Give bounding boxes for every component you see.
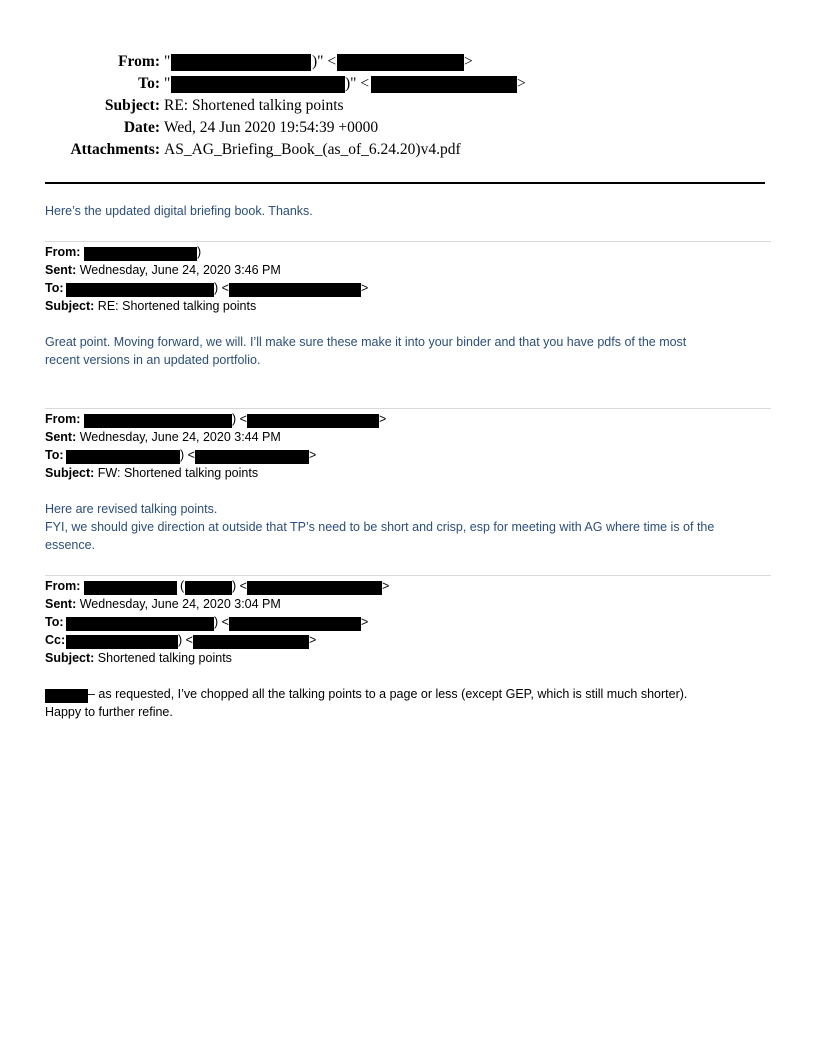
to-name-close: )" < [345, 75, 370, 92]
msg3-subject-value: FW: Shortened talking points [97, 466, 259, 480]
msg2-body-line-2: recent versions in an updated portfolio. [45, 353, 261, 367]
date-label: Date: [123, 119, 160, 136]
redacted-recipient-email [371, 76, 517, 93]
subject-label: Subject: [104, 97, 160, 114]
msg3-from-close: > [379, 412, 387, 426]
msg2-body-line-1: Great point. Moving forward, we will. I’ll make sure these make it into your binder and that you have pdfs of the most [45, 335, 687, 349]
msg3-sent-label: Sent: [45, 430, 77, 444]
msg4-subject-value: Shortened talking points [97, 651, 232, 665]
redacted-msg2-to-name [66, 283, 214, 297]
redacted-msg3-to-name [66, 450, 180, 464]
msg4-from-sep: ) < [232, 579, 247, 593]
msg2-sent-row [45, 263, 281, 277]
msg2-to-sep: ) < [214, 281, 229, 295]
thread-divider [45, 575, 771, 576]
thread-divider [45, 241, 771, 242]
redacted-msg4-from-email [247, 581, 382, 595]
reply-body-line: Here’s the updated digital briefing book. Thanks. [45, 204, 313, 218]
msg3-sent-row [45, 430, 281, 444]
from-name-close: )" < [312, 53, 337, 70]
msg4-sent-row [45, 597, 281, 611]
msg3-body-line-3: essence. [45, 538, 96, 552]
msg4-cc-label: Cc: [45, 633, 66, 647]
msg2-from-label: From: [45, 245, 81, 259]
attachment-link[interactable]: AS_AG_Briefing_Book_(as_of_6.24.20)v4.pdf [164, 141, 461, 158]
date-value: Wed, 24 Jun 2020 19:54:39 +0000 [164, 119, 379, 136]
redacted-msg3-from-email [247, 414, 379, 428]
msg4-to-close: > [361, 615, 369, 629]
to-label: To: [138, 75, 160, 92]
msg3-subject-label: Subject: [45, 466, 95, 480]
msg4-cc-sep: ) < [178, 633, 193, 647]
msg4-body-line-2: Happy to further refine. [45, 705, 173, 719]
msg3-sent-value: Wednesday, June 24, 2020 3:44 PM [79, 430, 281, 444]
redacted-msg3-from-name [84, 414, 232, 428]
from-email-close: > [464, 53, 473, 70]
redacted-sender-name [171, 54, 311, 71]
redacted-msg4-to-email [229, 617, 361, 631]
subject-value: RE: Shortened talking points [164, 97, 344, 114]
msg4-to-sep: ) < [214, 615, 229, 629]
msg4-to-label: To: [45, 615, 64, 629]
msg4-sent-label: Sent: [45, 597, 77, 611]
msg3-to-label: To: [45, 448, 64, 462]
msg2-subject-label: Subject: [45, 299, 95, 313]
header-date-row [0, 119, 816, 141]
msg4-cc-close: > [309, 633, 317, 647]
msg3-from-label: From: [45, 412, 81, 426]
msg2-from-paren: ) [197, 245, 202, 259]
to-quote-open: " [164, 75, 171, 92]
header-subject-row [0, 97, 816, 119]
msg3-body-line-2: FYI, we should give direction at outside that TP’s need to be short and crisp, esp for meeting with AG where time is of the [45, 520, 715, 534]
from-label: From: [118, 53, 160, 70]
msg3-to-sep: ) < [180, 448, 195, 462]
msg2-subject-row [45, 299, 256, 313]
msg4-body-line-1: – as requested, I’ve chopped all the talking points to a page or less (except GEP, which is still much shorter). [88, 687, 688, 701]
redacted-msg4-greeting [45, 689, 88, 703]
redacted-msg4-to-name [66, 617, 214, 631]
to-email-close: > [517, 75, 526, 92]
redacted-msg4-cc-name [66, 635, 178, 649]
thread-divider [45, 408, 771, 409]
redacted-sender-email [337, 54, 464, 71]
msg4-subject-label: Subject: [45, 651, 95, 665]
header-divider [45, 182, 765, 184]
msg3-from-sep: ) < [232, 412, 247, 426]
msg2-to-close: > [361, 281, 369, 295]
redacted-msg2-from [84, 247, 197, 261]
redacted-recipient-name [171, 76, 345, 93]
from-quote-open: " [164, 53, 171, 70]
redacted-msg4-cc-email [193, 635, 309, 649]
msg2-sent-value: Wednesday, June 24, 2020 3:46 PM [79, 263, 281, 277]
header-attachments-row [0, 141, 816, 163]
msg2-sent-label: Sent: [45, 263, 77, 277]
redacted-msg4-from-alias [185, 581, 232, 595]
msg4-from-label: From: [45, 579, 81, 593]
msg4-from-paren-open: ( [180, 579, 185, 593]
msg2-subject-value: RE: Shortened talking points [97, 299, 257, 313]
msg4-subject-row [45, 651, 232, 665]
msg3-to-close: > [309, 448, 317, 462]
msg2-to-label: To: [45, 281, 64, 295]
msg4-from-close: > [382, 579, 390, 593]
redacted-msg3-to-email [195, 450, 309, 464]
redacted-msg2-to-email [229, 283, 361, 297]
redacted-msg4-from-name [84, 581, 177, 595]
msg4-sent-value: Wednesday, June 24, 2020 3:04 PM [79, 597, 281, 611]
msg3-subject-row [45, 466, 258, 480]
msg3-body-line-1: Here are revised talking points. [45, 502, 218, 516]
attachments-label: Attachments: [70, 141, 160, 158]
